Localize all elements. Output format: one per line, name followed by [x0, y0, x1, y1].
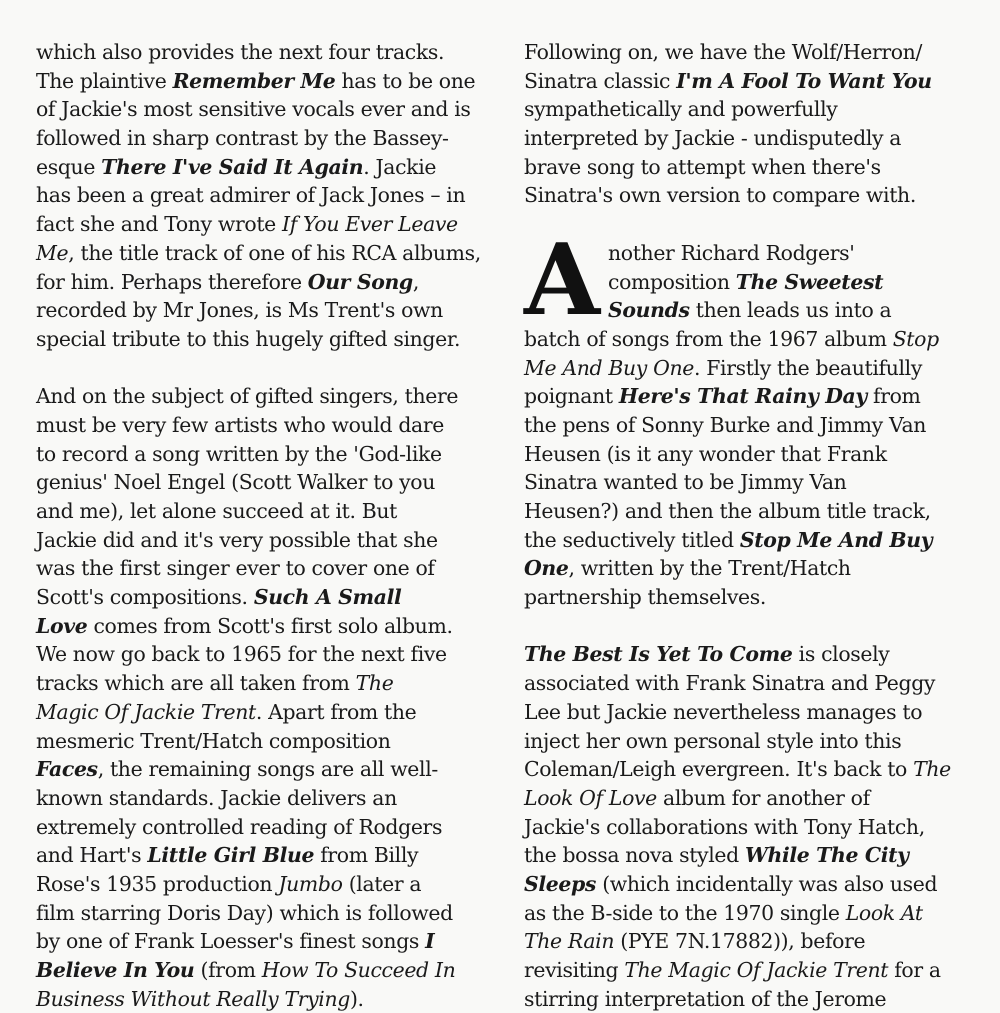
- text-line: [36, 153, 491, 182]
- text-line: [524, 354, 979, 383]
- text-run: Rose's 1935 production: [36, 871, 279, 896]
- text-run: has been a great admirer of Jack Jones – in: [36, 183, 466, 208]
- song-title: I'm A Fool To Want You: [676, 68, 932, 93]
- text-run: brave song to attempt when there's: [524, 154, 881, 179]
- text-line: [608, 239, 979, 268]
- text-run: Heusen (is it any wonder that Frank: [524, 441, 887, 466]
- text-run: . Apart from the: [255, 699, 417, 724]
- right-paragraph-2-body: [524, 325, 979, 1013]
- text-run: Coleman/Leigh evergreen. It's back to: [524, 757, 914, 782]
- text-run: interpreted by Jackie - undisputedly a: [524, 126, 902, 151]
- text-line: [524, 727, 979, 756]
- text-run: , the title track of one of his RCA albums,: [68, 240, 481, 265]
- text-run: genius' Noel Engel (Scott Walker to you: [36, 470, 436, 495]
- song-title: The Best Is Yet To Come: [524, 642, 793, 667]
- text-line: [36, 497, 491, 526]
- text-run: . Firstly the beautifully: [693, 355, 923, 380]
- album-title: The: [355, 671, 394, 696]
- paragraph-gap: [36, 354, 491, 383]
- text-line: [36, 755, 491, 784]
- text-run: Jackie's collaborations with Tony Hatch,: [524, 814, 925, 839]
- text-line: [524, 640, 979, 669]
- text-run: ).: [349, 986, 364, 1011]
- text-run: of Jackie's most sensitive vocals ever and is: [36, 97, 471, 122]
- text-line: [36, 956, 491, 985]
- text-line: [608, 268, 979, 297]
- text-run: And on the subject of gifted singers, there: [36, 384, 459, 409]
- text-line: [36, 440, 491, 469]
- text-line: [36, 411, 491, 440]
- text-line: [36, 985, 491, 1013]
- text-line: [524, 583, 979, 612]
- text-run: by one of Frank Loesser's finest songs: [36, 929, 426, 954]
- text-run: Sinatra's own version to compare with.: [524, 183, 916, 208]
- song-title: Faces: [36, 757, 98, 782]
- text-line: [36, 95, 491, 124]
- song-title: While The City: [744, 843, 909, 868]
- text-run: extremely controlled reading of Rodgers: [36, 814, 443, 839]
- text-run: Sinatra classic: [524, 68, 677, 93]
- album-title: Look At: [845, 900, 923, 925]
- text-run: to record a song written by the 'God-like: [36, 441, 442, 466]
- text-run: tracks which are all taken from: [36, 671, 356, 696]
- paragraph-gap: [524, 612, 979, 641]
- text-run: , written by the Trent/Hatch: [568, 556, 851, 581]
- text-line: [524, 468, 979, 497]
- right-paragraph-2: [524, 222, 979, 1013]
- text-run: esque: [36, 154, 102, 179]
- text-line: [36, 841, 491, 870]
- text-run: from: [866, 384, 921, 409]
- song-title: Our Song: [307, 269, 413, 294]
- text-run: for him. Perhaps therefore: [36, 269, 308, 294]
- text-line: [524, 841, 979, 870]
- album-title: If You Ever Leave: [282, 212, 458, 237]
- text-run: has to be one: [335, 68, 476, 93]
- text-line: [524, 497, 979, 526]
- text-line: [36, 784, 491, 813]
- text-run: known standards. Jackie delivers an: [36, 785, 397, 810]
- text-run: . Jackie: [363, 154, 437, 179]
- text-run: album for another of: [656, 785, 870, 810]
- text-line: [524, 153, 979, 182]
- text-run: as the B-side to the 1970 single: [524, 900, 846, 925]
- song-title: Such A Small: [253, 585, 402, 610]
- text-run: ,: [412, 269, 419, 294]
- left-column: [36, 38, 491, 1013]
- text-line: [524, 899, 979, 928]
- text-run: nother Richard Rodgers': [608, 240, 855, 265]
- text-line: [36, 268, 491, 297]
- text-run: (from: [194, 958, 262, 982]
- text-run: recorded by Mr Jones, is Ms Trent's own: [36, 298, 443, 323]
- text-run: partnership themselves.: [524, 585, 767, 610]
- text-line: [524, 526, 979, 555]
- text-line: [36, 382, 491, 411]
- text-run: The plaintive: [36, 68, 173, 93]
- text-line: [524, 698, 979, 727]
- text-run: fact she and Tony wrote: [36, 212, 283, 237]
- text-line: [36, 325, 491, 354]
- song-title: Sleeps: [524, 871, 597, 896]
- drop-cap: A: [524, 222, 600, 338]
- text-line: [524, 927, 979, 956]
- text-line: [36, 870, 491, 899]
- text-run: revisiting: [524, 958, 625, 982]
- text-run: poignant: [524, 384, 619, 409]
- text-line: [524, 755, 979, 784]
- text-run: was the first singer ever to cover one of: [36, 556, 435, 581]
- text-line: [36, 67, 491, 96]
- text-run: from Billy: [314, 843, 419, 868]
- text-line: [524, 554, 979, 583]
- text-line: [36, 526, 491, 555]
- text-line: [36, 669, 491, 698]
- text-line: [524, 411, 979, 440]
- text-line: [36, 927, 491, 956]
- text-line: [36, 210, 491, 239]
- text-run: inject her own personal style into this: [524, 728, 902, 753]
- text-line: [524, 813, 979, 842]
- album-title: The Rain: [524, 929, 615, 954]
- text-line: [36, 181, 491, 210]
- text-run: which also provides the next four tracks.: [36, 40, 445, 64]
- text-run: then leads us into a: [689, 298, 892, 323]
- song-title: Stop Me And Buy: [739, 527, 933, 552]
- song-title: Love: [36, 613, 88, 638]
- text-line: [36, 239, 491, 268]
- album-title: Stop: [892, 326, 939, 351]
- text-run: associated with Frank Sinatra and Peggy: [524, 671, 936, 696]
- text-line: [36, 38, 491, 67]
- text-line: [36, 468, 491, 497]
- text-run: the pens of Sonny Burke and Jimmy Van: [524, 412, 927, 437]
- text-run: must be very few artists who would dare: [36, 412, 444, 437]
- text-run: Jackie did and it's very possible that she: [36, 527, 438, 552]
- text-line: [36, 727, 491, 756]
- album-title: The: [913, 757, 951, 782]
- text-line: [36, 640, 491, 669]
- text-run: film starring Doris Day) which is followed: [36, 900, 453, 925]
- album-title: Jumbo: [278, 871, 343, 896]
- album-title: Business Without Really Trying: [36, 986, 350, 1011]
- text-run: for a: [888, 958, 941, 982]
- text-run: and me), let alone succeed at it. But: [36, 499, 398, 523]
- text-line: [524, 124, 979, 153]
- text-line: [36, 296, 491, 325]
- text-line: [36, 554, 491, 583]
- text-run: (PYE 7N.17882)), before: [614, 929, 866, 954]
- text-line: [524, 95, 979, 124]
- album-title: How To Succeed In: [261, 958, 456, 982]
- song-title: The Sweetest: [735, 269, 884, 294]
- text-run: mesmeric Trent/Hatch composition: [36, 728, 391, 753]
- text-line: [36, 124, 491, 153]
- text-line: [524, 784, 979, 813]
- right-paragraph-1: [524, 38, 979, 210]
- text-run: stirring interpretation of the Jerome: [524, 986, 887, 1011]
- text-run: sympathetically and powerfully: [524, 97, 838, 122]
- text-line: [524, 67, 979, 96]
- song-title: I: [425, 929, 435, 954]
- text-run: the seductively titled: [524, 527, 740, 552]
- text-run: special tribute to this hugely gifted singer.: [36, 326, 461, 351]
- text-run: the bossa nova styled: [524, 843, 745, 868]
- text-line: [36, 698, 491, 727]
- album-title: Me: [36, 240, 69, 265]
- text-run: batch of songs from the 1967 album: [524, 326, 893, 351]
- text-run: comes from Scott's first solo album.: [87, 613, 453, 638]
- text-line: [524, 440, 979, 469]
- text-line: [36, 612, 491, 641]
- text-run: We now go back to 1965 for the next five: [36, 642, 447, 667]
- text-run: is closely: [792, 642, 890, 667]
- text-run: Scott's compositions.: [36, 585, 254, 610]
- text-line: [524, 382, 979, 411]
- text-line: [524, 38, 979, 67]
- song-title: Remember Me: [172, 68, 336, 93]
- text-run: (later a: [342, 871, 422, 896]
- text-line: [524, 669, 979, 698]
- text-line: [524, 870, 979, 899]
- text-line: [524, 985, 979, 1013]
- song-title: Here's That Rainy Day: [618, 384, 867, 409]
- song-title: There I've Said It Again: [101, 154, 364, 179]
- text-line: [36, 899, 491, 928]
- text-run: (which incidentally was also used: [596, 871, 938, 896]
- album-title: The Magic Of Jackie Trent: [624, 958, 889, 982]
- text-line: [524, 181, 979, 210]
- text-run: and Hart's: [36, 843, 148, 868]
- album-title: Me And Buy One: [524, 355, 694, 380]
- text-run: Heusen?) and then the album title track,: [524, 499, 931, 523]
- text-run: composition: [608, 269, 736, 294]
- album-title: Look Of Love: [524, 785, 657, 810]
- text-run: , the remaining songs are all well-: [97, 757, 438, 782]
- text-run: Following on, we have the Wolf/Herron/: [524, 40, 922, 64]
- text-run: Sinatra wanted to be Jimmy Van: [524, 470, 847, 495]
- album-title: Magic Of Jackie Trent: [36, 699, 256, 724]
- text-line: [36, 583, 491, 612]
- text-line: [608, 296, 979, 325]
- song-title: One: [524, 556, 569, 581]
- text-run: Lee but Jackie nevertheless manages to: [524, 699, 923, 724]
- right-column: [524, 38, 979, 1013]
- song-title: Sounds: [608, 298, 690, 323]
- song-title: Believe In You: [36, 958, 195, 982]
- text-line: [36, 813, 491, 842]
- song-title: Little Girl Blue: [147, 843, 315, 868]
- text-run: followed in sharp contrast by the Bassey-: [36, 126, 449, 151]
- text-line: [524, 956, 979, 985]
